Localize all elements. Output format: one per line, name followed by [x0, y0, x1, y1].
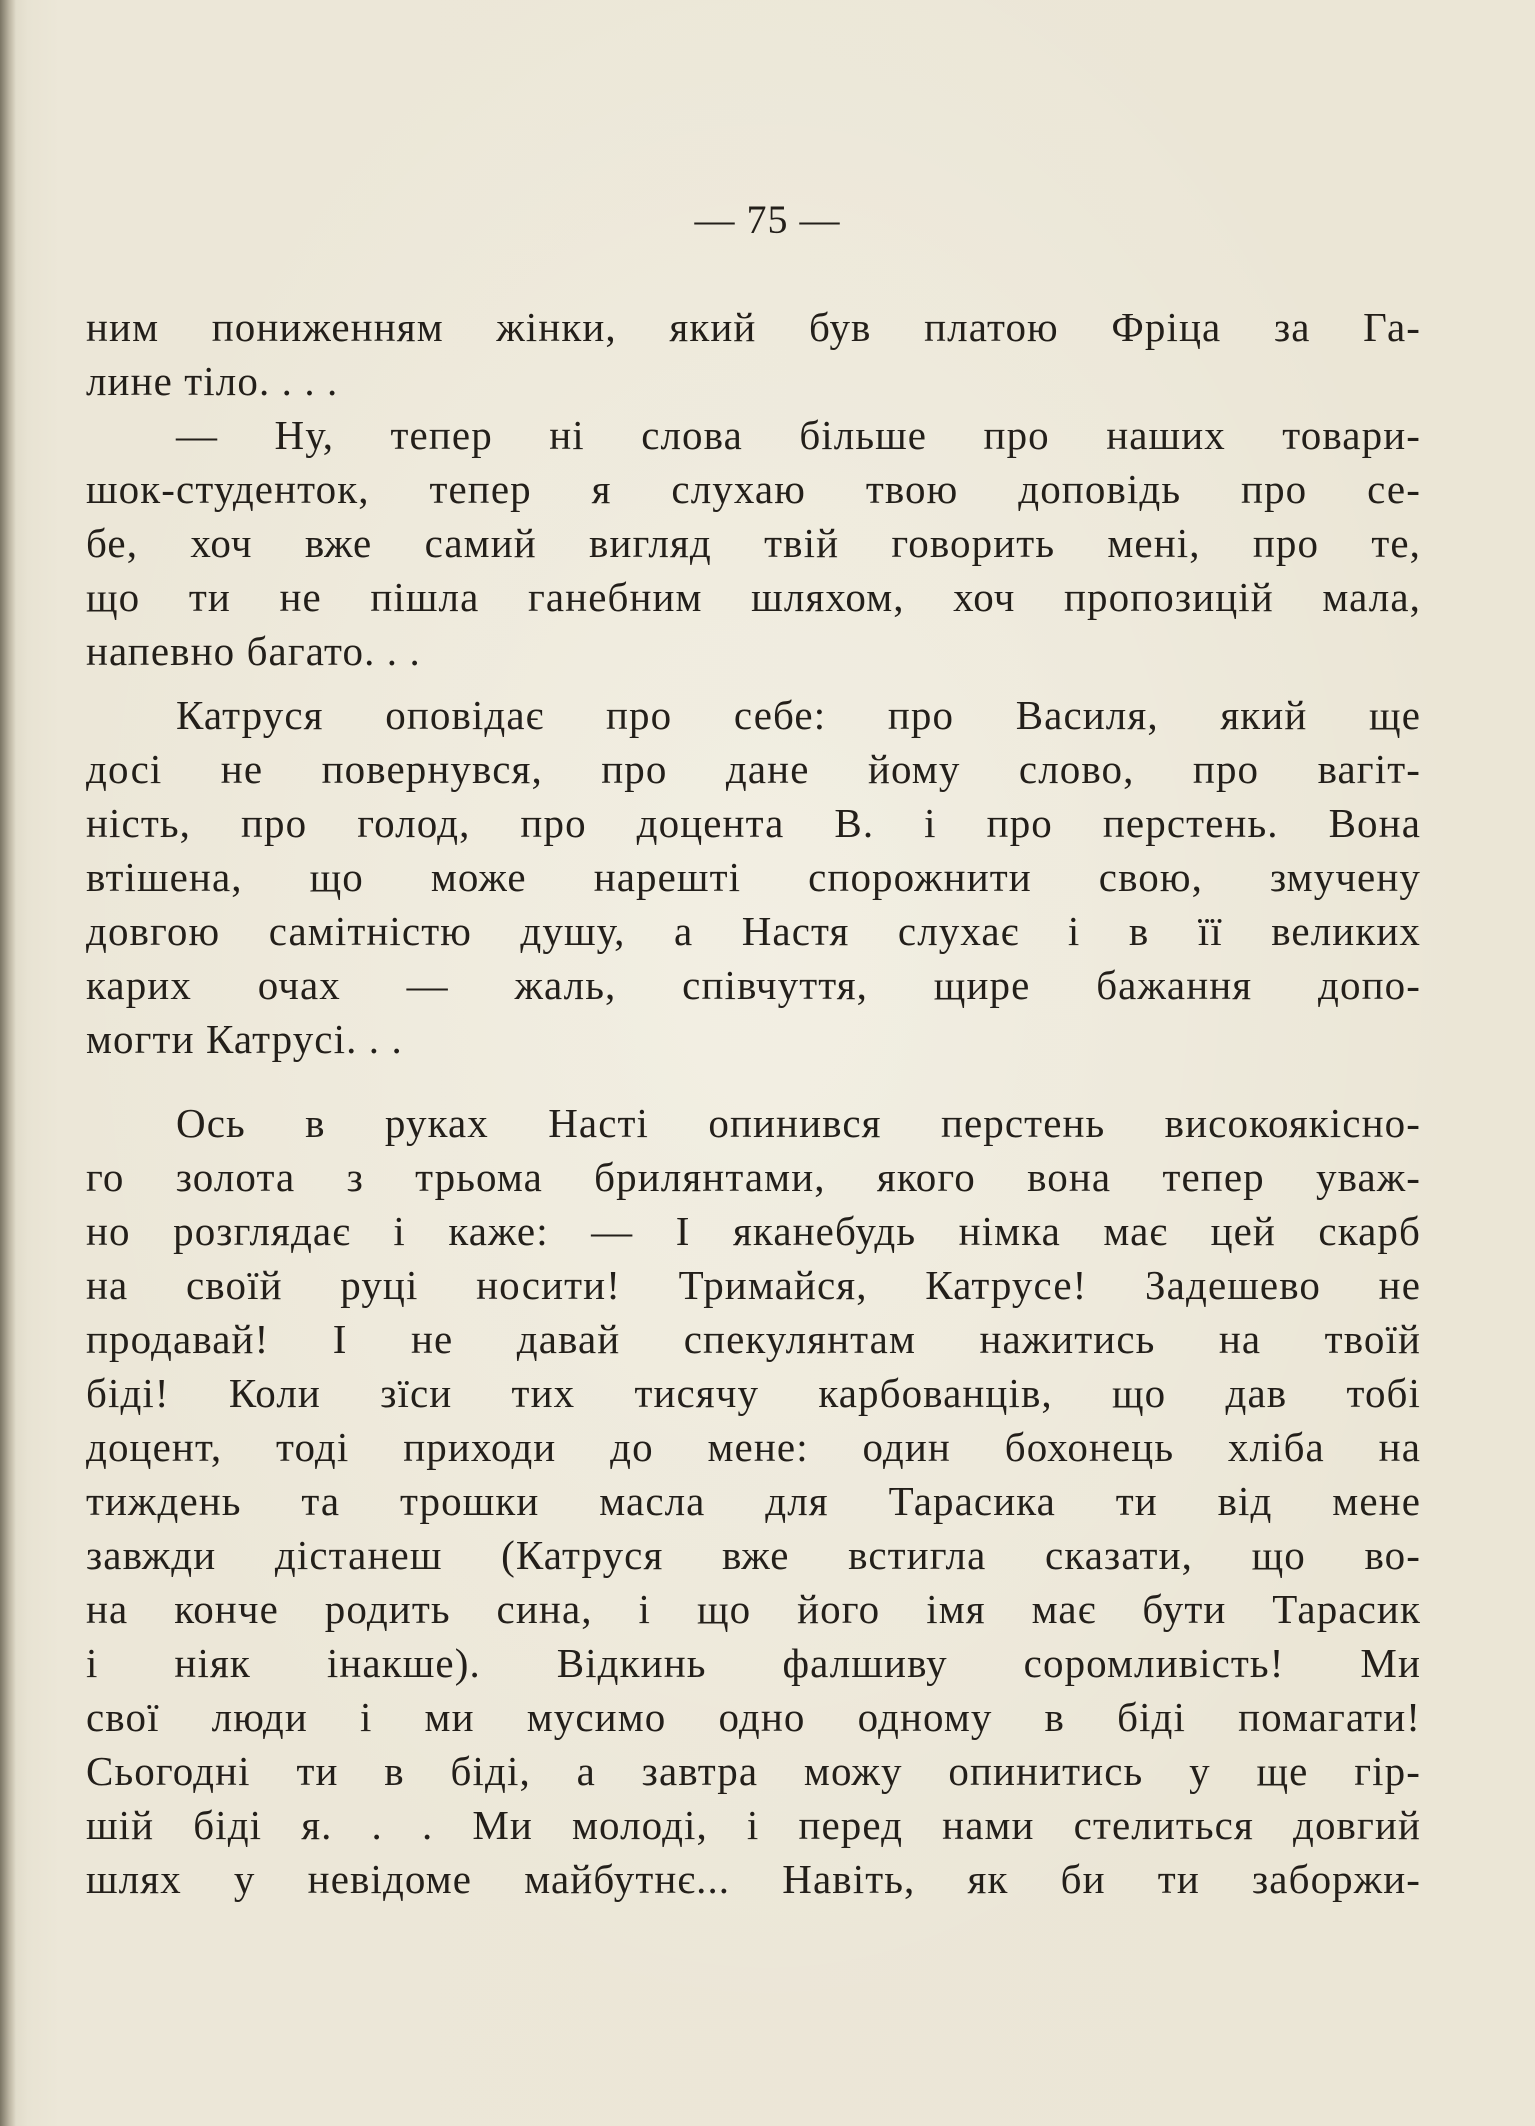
text-line: на своїй руці носити! Тримайся, Катрусе! Задешево не: [86, 1262, 1421, 1308]
text-line: що ти не пішла ганебним шляхом, хоч пропозицій мала,: [86, 574, 1421, 620]
paragraph: [86, 1096, 1421, 1906]
text-line: тиждень та трошки масла для Тарасика ти від мене: [86, 1478, 1421, 1524]
text-line: досі не повернувся, про дане йому слово, про вагіт-: [86, 746, 1421, 792]
paragraph: [86, 688, 1421, 1066]
text-line: і ніяк інакше). Відкинь фалшиву соромливість! Ми: [86, 1640, 1421, 1686]
binding-edge: [0, 0, 16, 2126]
text-line: шок-студенток, тепер я слухаю твою доповідь про се-: [86, 466, 1421, 512]
paragraph: [86, 300, 1421, 408]
text-line: карих очах — жаль, співчуття, щире бажання допо-: [86, 962, 1421, 1008]
page-number: — 75 —: [694, 197, 841, 242]
text-line: ним пониженням жінки, який був платою Фріца за Га-: [86, 304, 1421, 350]
paragraph: [86, 408, 1421, 678]
text-line: доцент, тоді приходи до мене: один бохонець хліба на: [86, 1424, 1421, 1470]
text-line: лине тіло. . . .: [86, 358, 339, 404]
text-line: Катруся оповідає про себе: про Василя, який ще: [176, 692, 1421, 738]
text-line: но розглядає і каже: — І яканебудь німка має цей скарб: [86, 1208, 1421, 1254]
text-line: ність, про голод, про доцента В. і про перстень. Вона: [86, 800, 1421, 846]
text-line: свої люди і ми мусимо одно одному в біді помагати!: [86, 1694, 1421, 1740]
text-line: шлях у невідоме майбутнє... Навіть, як би ти заборжи-: [86, 1856, 1421, 1902]
text-line: біді! Коли зїси тих тисячу карбованців, що дав тобі: [86, 1370, 1421, 1416]
text-line: бе, хоч вже самий вигляд твій говорить мені, про те,: [86, 520, 1421, 566]
text-line: Ось в руках Насті опинився перстень високоякісно-: [176, 1100, 1421, 1146]
text-line: завжди дістанеш (Катруся вже встигла сказати, що во-: [86, 1532, 1421, 1578]
text-line: довгою самітністю душу, а Настя слухає і в її великих: [86, 908, 1421, 954]
text-line: втішена, що може нарешті спорожнити свою, змучену: [86, 854, 1421, 900]
text-line: напевно багато. . .: [86, 628, 421, 674]
text-line: — Ну, тепер ні слова більше про наших товари-: [176, 412, 1421, 458]
text-line: Сьогодні ти в біді, а завтра можу опинитись у ще гір-: [86, 1748, 1421, 1794]
text-line: шій біді я. . . Ми молоді, і перед нами стелиться довгий: [86, 1802, 1421, 1848]
text-line: на конче родить сина, і що його імя має бути Тарасик: [86, 1586, 1421, 1632]
text-line: продавай! І не давай спекулянтам нажитись на твоїй: [86, 1316, 1421, 1362]
text-line: го золота з трьома брилянтами, якого вона тепер уваж-: [86, 1154, 1421, 1200]
body-text: [86, 300, 1421, 1906]
text-line: могти Катрусі. . .: [86, 1016, 403, 1062]
